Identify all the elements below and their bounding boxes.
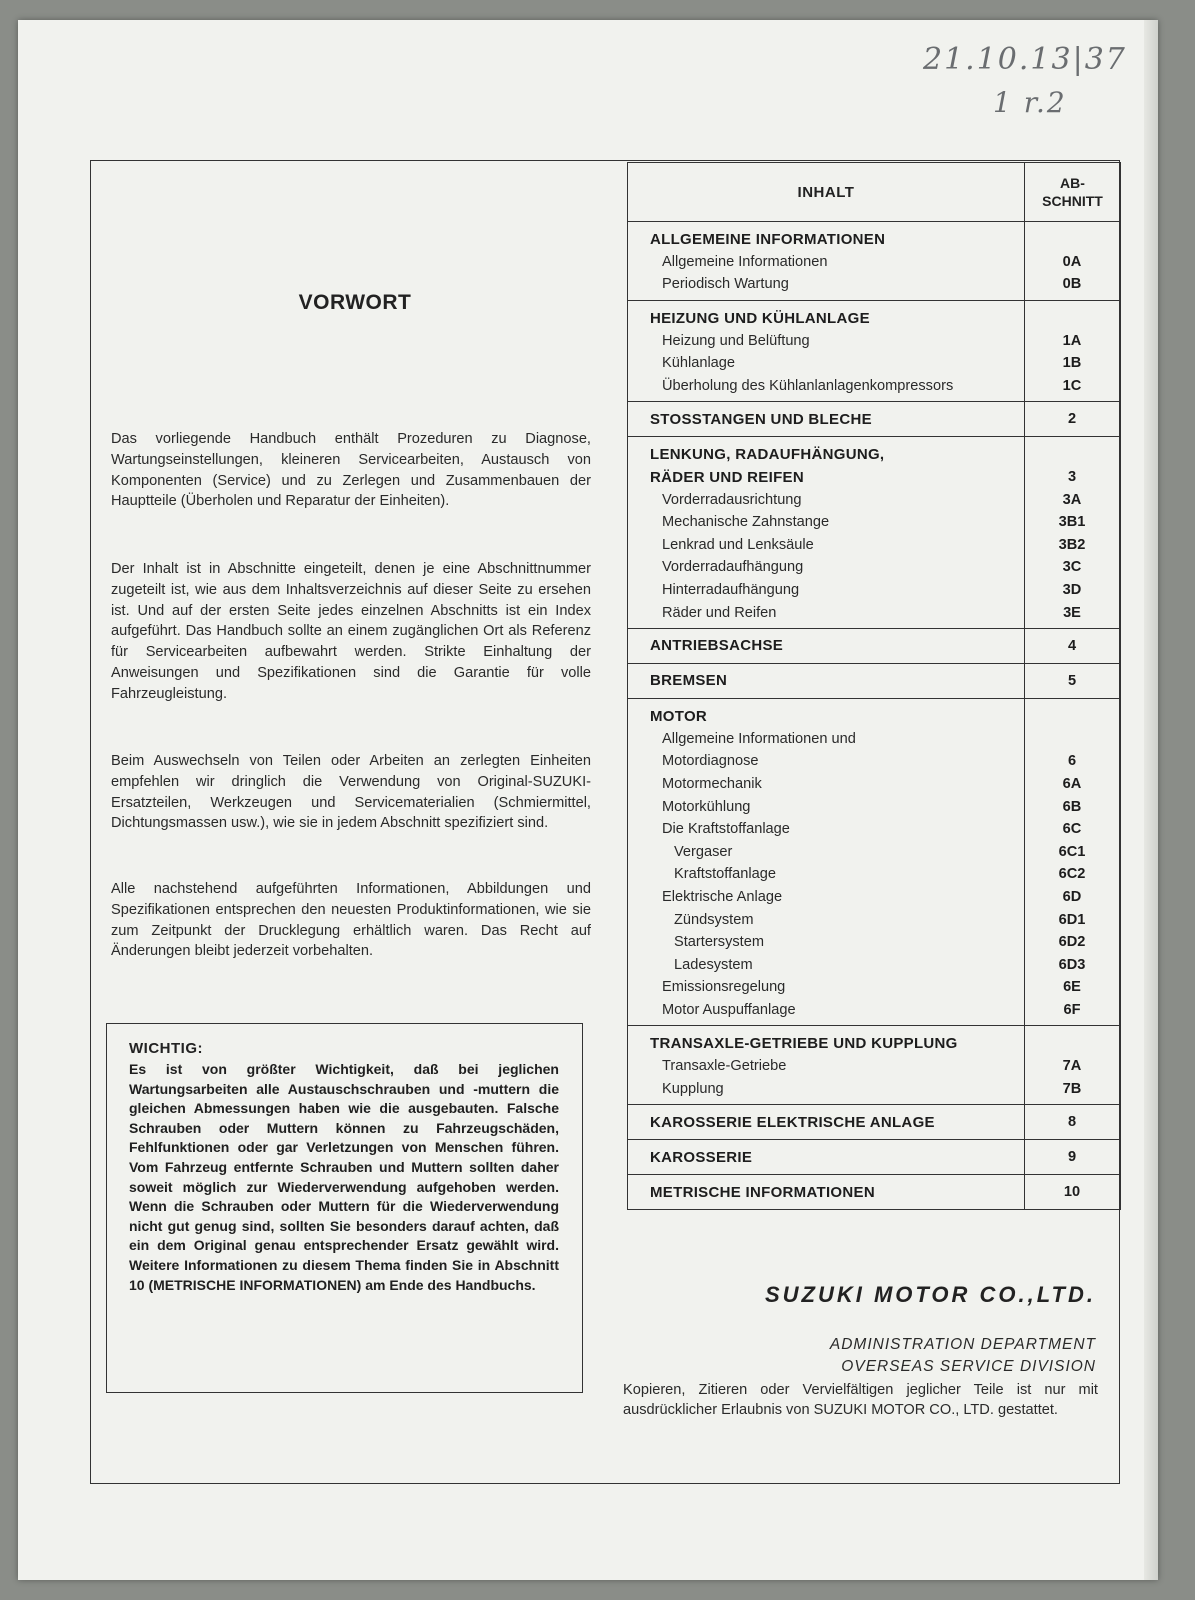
toc-row-code: 6C2 [1058,866,1086,883]
toc-row-code: 3D [1062,582,1082,599]
toc-row [628,705,1120,728]
toc-row [628,818,1120,841]
toc-row [628,601,1120,624]
toc-row-label: Vergaser [674,843,733,860]
toc-section [627,1140,1121,1175]
toc-header [627,162,1121,222]
toc-section [627,301,1121,402]
toc-row-label: Allgemeine Informationen [662,253,828,270]
toc-row-label: KAROSSERIE [650,1148,753,1166]
vorwort-title: VORWORT [298,291,412,314]
toc-row [628,273,1120,296]
toc-row [628,976,1120,999]
toc-row-code: 3A [1062,491,1082,508]
table-of-contents [627,162,1121,1210]
toc-row-code: 6E [1063,979,1081,996]
toc-row-label: Räder und Reifen [662,604,777,621]
toc-row-label: Motor Auspuffanlage [662,1001,796,1018]
toc-row [628,443,1120,466]
toc-row-label: Zündsystem [674,911,754,928]
toc-section [627,1105,1121,1140]
toc-row-code: 9 [1067,1149,1077,1165]
toc-row-label: Elektrische Anlage [662,888,783,905]
toc-row-label: Vorderradausrichtung [662,491,802,508]
toc-row-label: Hinterradaufhängung [662,582,800,599]
document-page [18,20,1158,1580]
toc-section [627,1175,1121,1210]
toc-row-code: 1C [1062,377,1082,394]
toc-row-label: BREMSEN [650,672,728,690]
toc-row-label: Periodisch Wartung [662,276,789,293]
toc-body [627,222,1121,1210]
toc-row-label: Ladesystem [674,956,753,973]
vorwort-paragraph-4: Alle nachstehend aufgeführten Informationen, Abbildungen und Spezifikationen entsprechen den neuesten Produktinformationen, wie sie zum Zeitpunkt der Drucklegung erhältlich waren. Das Recht auf Änderungen bleibt jederzeit vorbehalten. [111,881,591,960]
toc-row [628,953,1120,976]
toc-row [628,511,1120,534]
toc-header-ab-line2: SCHNITT [1042,193,1103,209]
toc-section [627,629,1121,664]
toc-row-code: 6D3 [1058,956,1086,973]
department-line-1: ADMINISTRATION DEPARTMENT [829,1336,1096,1353]
toc-section [627,437,1121,629]
toc-row [628,773,1120,796]
vorwort-column [91,161,619,1483]
toc-header-abschnitt [1025,163,1120,221]
toc-row [628,1175,1120,1209]
toc-row-code: 3B2 [1058,536,1086,553]
vorwort-paragraph-2: Der Inhalt ist in Abschnitte eingeteilt, denen je eine Abschnittnummer zugeteilt ist, wie aus dem Inhaltsverzeichnis auf dieser Seite zu ersehen ist. Und auf der ersten Seite jedes einzelnen Abschnitts ist ein Index aufgeführt. Das Handbuch sollte an einem zugänglichen Ort als Referenz für Servicearbeiten aufbewahrt werden. Strikte Einhaltung der Anweisungen und Spezifikationen sind die Garantie für volle Fahrzeugleistung. [111,561,591,702]
toc-row-label: LENKUNG, RADAUFHÄNGUNG, [650,445,885,463]
toc-section [627,402,1121,437]
toc-row [628,999,1120,1022]
toc-row-code: 6D [1062,888,1082,905]
toc-section [627,664,1121,699]
toc-header-ab-line1: AB- [1060,175,1085,191]
toc-row-label: ANTRIEBSACHSE [650,637,784,655]
department-line-2: OVERSEAS SERVICE DIVISION [841,1358,1096,1375]
toc-row [628,466,1120,489]
toc-row-code: 5 [1067,672,1077,689]
toc-row [628,863,1120,886]
toc-row-label: Startersystem [674,934,765,951]
toc-row [628,931,1120,954]
toc-row [628,251,1120,274]
toc-header-inhalt: INHALT [628,163,1025,221]
toc-row-code: 0B [1062,276,1082,293]
toc-row [628,579,1120,602]
toc-row [628,1032,1120,1055]
toc-row-code: 0A [1062,253,1082,270]
toc-section [627,1026,1121,1105]
toc-row-label: HEIZUNG UND KÜHLANLAGE [650,309,870,327]
toc-row [628,728,1120,751]
wichtig-title: WICHTIG: [129,1040,203,1057]
copyright-notice: Kopieren, Zitieren oder Vervielfältigen jeglicher Teile ist nur mit ausdrücklicher Erlaubnis von SUZUKI MOTOR CO., LTD. gestattet. [623,1382,1098,1418]
toc-row-label: RÄDER UND REIFEN [650,468,804,486]
toc-row-label: Lenkrad und Lenksäule [662,536,814,553]
company-department [656,1334,1096,1378]
wichtig-box [106,1023,583,1393]
toc-row [628,908,1120,931]
toc-row-label: Überholung des Kühlanlanlagenkompressors [662,377,954,394]
toc-row-label: Motormechanik [662,775,762,792]
toc-row-code: 6B [1062,798,1082,815]
toc-row-code: 6D2 [1058,934,1086,951]
toc-row [628,840,1120,863]
toc-row-code: 1B [1062,355,1082,372]
toc-row-label: Transaxle-Getriebe [662,1058,787,1075]
toc-section [627,222,1121,301]
toc-row-label: Motorkühlung [662,798,751,815]
toc-row [628,402,1120,436]
toc-row [628,750,1120,773]
handwritten-note-date: 21.10.13|37 [923,42,1127,77]
toc-row-code: 10 [1063,1184,1081,1200]
toc-row-label: Kupplung [662,1080,724,1097]
toc-row-label: Emissionsregelung [662,979,786,996]
toc-row-code: 3B1 [1058,514,1086,531]
toc-row [628,1105,1120,1139]
company-name: SUZUKI MOTOR CO.,LTD. [764,1282,1096,1307]
toc-row-label: Mechanische Zahnstange [662,514,830,531]
page-edge [1144,20,1158,1580]
wichtig-text: Es ist von größter Wichtigkeit, daß bei jeglichen Wartungsarbeiten alle Austauschschrauben und -muttern die gleichen Abmessungen haben wie die ausgebauten. Falsche Schrauben oder Muttern können zu Fahrzeugschäden, Fehlfunktionen oder gar Verletzungen von Menschen führen. Vom Fahrzeug entfernte Schrauben und Muttern sollten daher soweit möglich zur Wiederverwendung aufgehoben werden. Wenn die Schrauben oder Muttern für die Wiederverwendung nicht gut genug sind, sollten Sie besonders darauf achten, daß ein dem Original genau entsprechender Ersatz gewählt wird. Weitere Informationen zu diesem Thema finden Sie in Abschnitt 10 (METRISCHE INFORMATIONEN) am Ende des Handbuchs. [129,1061,559,1293]
toc-row-label: Allgemeine Informationen und [662,730,856,747]
toc-row-label: Vorderradaufhängung [662,559,804,576]
toc-row [628,534,1120,557]
toc-row-label: Kraftstoffanlage [674,866,776,883]
toc-row-label: TRANSAXLE-GETRIEBE UND KUPPLUNG [650,1035,958,1053]
toc-row [628,556,1120,579]
toc-row [628,664,1120,698]
vorwort-paragraph-3: Beim Auswechseln von Teilen oder Arbeiten an zerlegten Einheiten empfehlen wir dringlich die Verwendung von Original-SUZUKI-Ersatzteilen, Werkzeugen und Servicematerialien (Schmiermittel, Dichtungsmassen usw.), wie sie in jedem Abschnitt spezifiziert sind. [111,753,591,832]
toc-row-code: 4 [1067,637,1077,654]
toc-row [628,1140,1120,1174]
toc-row-label: METRISCHE INFORMATIONEN [650,1183,875,1201]
toc-row-label: Motordiagnose [662,753,759,770]
toc-row-code: 6A [1062,775,1082,792]
handwritten-note-number: 1 r.2 [993,86,1067,119]
toc-row-code: 6 [1067,753,1077,770]
toc-row-code: 7A [1062,1058,1082,1075]
toc-row-label: Die Kraftstoffanlage [662,821,790,838]
toc-row [628,307,1120,330]
toc-row [628,375,1120,398]
toc-row [628,488,1120,511]
toc-row-code: 6D1 [1058,911,1086,928]
toc-row-code: 8 [1067,1114,1077,1130]
toc-row-code: 6F [1063,1001,1081,1018]
toc-row-code: 6C [1062,821,1082,838]
toc-row [628,1077,1120,1100]
toc-row-label: Kühlanlage [662,355,736,372]
toc-row-code: 3 [1067,469,1077,486]
toc-row-label: STOSSTANGEN UND BLECHE [650,410,872,428]
toc-row [628,1055,1120,1078]
toc-row [628,352,1120,375]
toc-row [628,886,1120,909]
toc-row [628,228,1120,251]
toc-row-label: MOTOR [650,707,708,725]
toc-row-code: 7B [1062,1080,1082,1097]
vorwort-paragraph-1: Das vorliegende Handbuch enthält Prozeduren zu Diagnose, Wartungseinstellungen, kleineren Servicearbeiten, Austausch von Komponenten (Service) und zu Zerlegen und Zusammenbauen der Hauptteile (Überholen und Reparatur der Einheiten). [111,431,591,510]
toc-row-label: KAROSSERIE ELEKTRISCHE ANLAGE [650,1113,935,1131]
toc-row-code: 2 [1067,411,1077,428]
toc-row-label: Heizung und Belüftung [662,332,810,349]
toc-row [628,329,1120,352]
toc-row [628,795,1120,818]
toc-row [628,629,1120,663]
toc-section [627,699,1121,1026]
toc-row-code: 6C1 [1058,843,1086,860]
toc-row-code: 3E [1063,604,1081,621]
toc-row-code: 1A [1062,332,1082,349]
toc-row-label: ALLGEMEINE INFORMATIONEN [650,230,886,248]
toc-row-code: 3C [1062,559,1082,576]
